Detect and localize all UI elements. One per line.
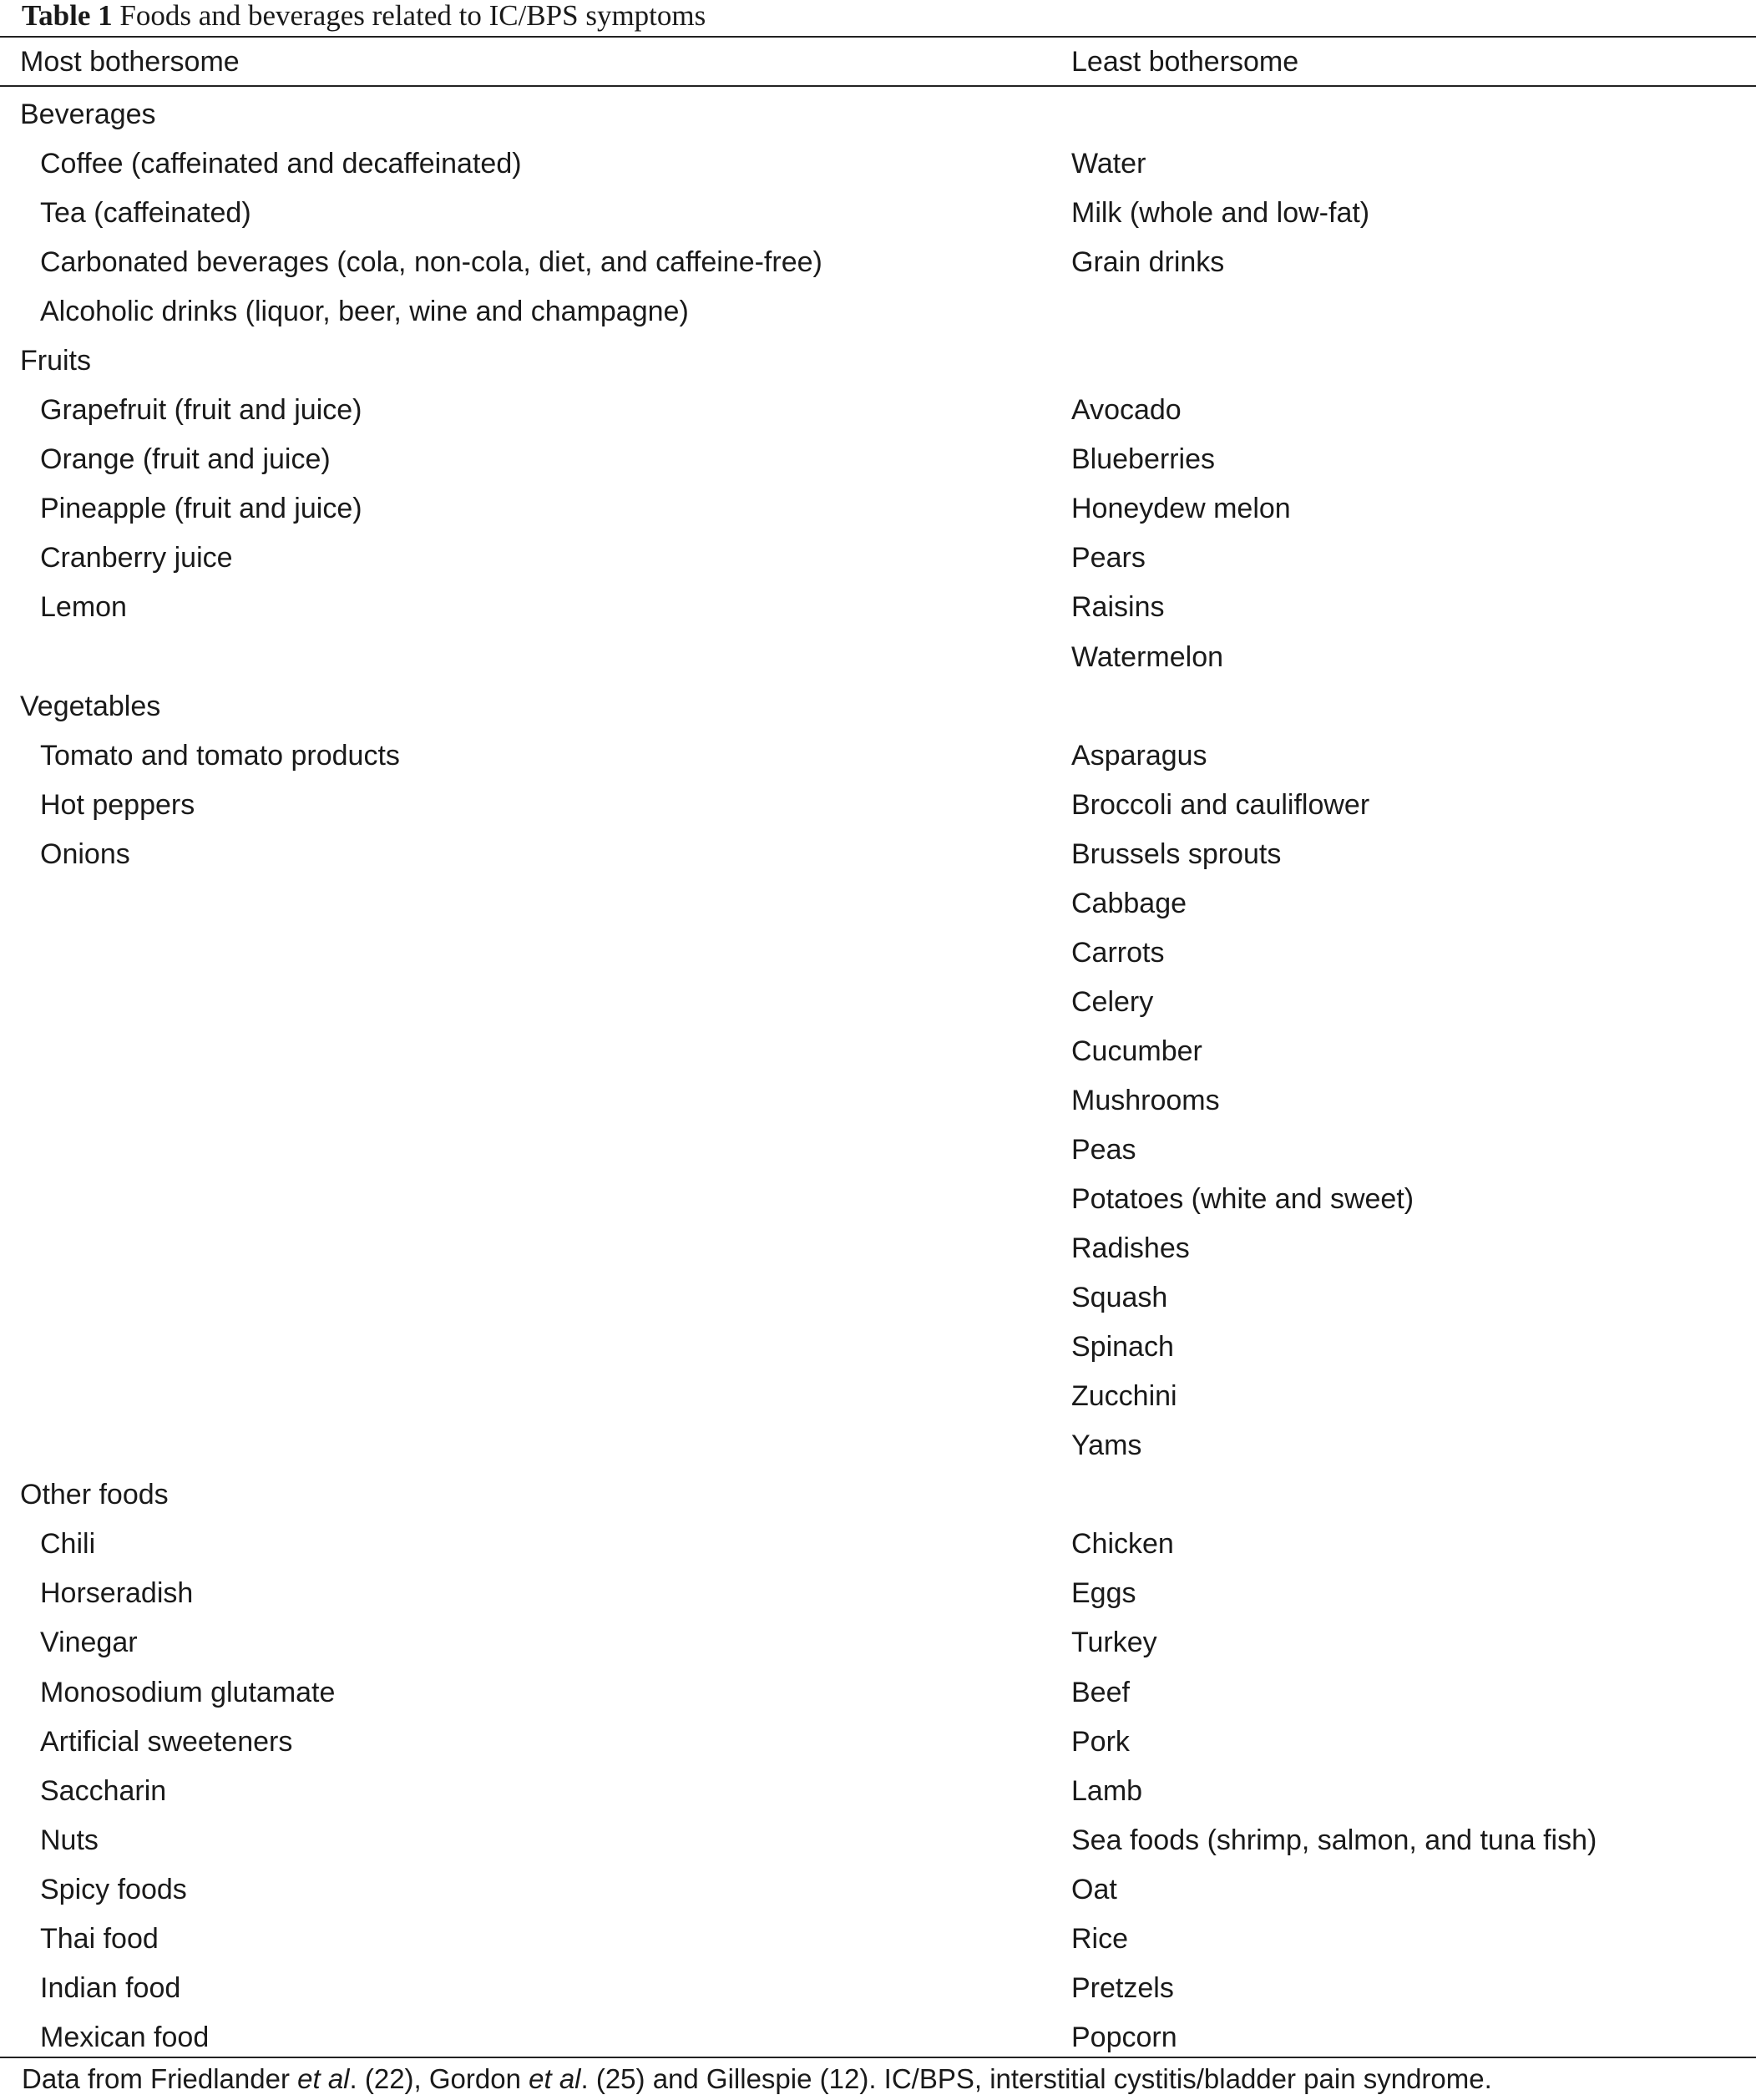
least-bothersome-cell: Popcorn	[1071, 2021, 1177, 2053]
least-bothersome-cell: Water	[1071, 148, 1146, 180]
most-bothersome-cell: Chili	[40, 1528, 96, 1561]
least-bothersome-cell: Blueberries	[1071, 443, 1215, 476]
table-row	[0, 1865, 1756, 1915]
most-bothersome-cell: Onions	[40, 837, 130, 870]
table-row	[0, 1816, 1756, 1865]
least-bothersome-cell: Grain drinks	[1071, 246, 1225, 279]
least-bothersome-cell: Sea foods (shrimp, salmon, and tuna fish)	[1071, 1824, 1597, 1856]
column-header-most-bothersome: Most bothersome	[20, 46, 240, 78]
most-bothersome-cell: Tomato and tomato products	[40, 739, 400, 772]
table-row	[0, 534, 1756, 583]
table-row	[0, 1273, 1756, 1323]
section-heading: Beverages	[20, 99, 156, 130]
table-section-row	[0, 1470, 1756, 1520]
table-caption	[22, 0, 706, 35]
table-row	[0, 781, 1756, 830]
table-row	[0, 1915, 1756, 1964]
least-bothersome-cell: Radishes	[1071, 1232, 1190, 1265]
most-bothersome-cell: Artificial sweeteners	[40, 1725, 293, 1758]
least-bothersome-cell: Lamb	[1071, 1774, 1143, 1807]
most-bothersome-cell: Mexican food	[40, 2021, 210, 2053]
least-bothersome-cell: Avocado	[1071, 394, 1182, 427]
footnote-text-3: . (25) and Gillespie (12). IC/BPS, interstitial cystitis/bladder pain syndrome.	[580, 2063, 1492, 2094]
footnote-et-al-2: et al	[529, 2063, 581, 2094]
least-bothersome-cell: Yams	[1071, 1430, 1142, 1462]
least-bothersome-cell: Carrots	[1071, 936, 1165, 969]
table-body	[0, 90, 1756, 2062]
table-row	[0, 435, 1756, 484]
least-bothersome-cell: Potatoes (white and sweet)	[1071, 1183, 1414, 1216]
least-bothersome-cell: Peas	[1071, 1133, 1136, 1166]
least-bothersome-cell: Asparagus	[1071, 739, 1207, 772]
least-bothersome-cell: Oat	[1071, 1873, 1117, 1905]
least-bothersome-cell: Rice	[1071, 1922, 1129, 1955]
most-bothersome-cell: Grapefruit (fruit and juice)	[40, 394, 362, 427]
table-row	[0, 1224, 1756, 1273]
table-row	[0, 1126, 1756, 1175]
table-row	[0, 978, 1756, 1027]
most-bothersome-cell: Spicy foods	[40, 1873, 187, 1905]
least-bothersome-cell: Pretzels	[1071, 1971, 1174, 2004]
table-row	[0, 189, 1756, 238]
least-bothersome-cell: Broccoli and cauliflower	[1071, 788, 1370, 821]
least-bothersome-cell: Celery	[1071, 985, 1154, 1018]
table-caption-label: Table 1	[22, 0, 113, 32]
column-header-least-bothersome: Least bothersome	[1071, 46, 1299, 78]
table-caption-text: Foods and beverages related to IC/BPS symptoms	[119, 0, 706, 32]
least-bothersome-cell: Spinach	[1071, 1331, 1174, 1364]
most-bothersome-cell: Tea (caffeinated)	[40, 197, 251, 230]
table-header-rule	[0, 85, 1756, 87]
least-bothersome-cell: Watermelon	[1071, 640, 1224, 673]
most-bothersome-cell: Alcoholic drinks (liquor, beer, wine and champagne)	[40, 296, 689, 328]
table-row	[0, 1027, 1756, 1076]
table-row	[0, 633, 1756, 682]
most-bothersome-cell: Cranberry juice	[40, 542, 233, 574]
table-row	[0, 1520, 1756, 1569]
least-bothersome-cell: Squash	[1071, 1282, 1168, 1314]
most-bothersome-cell: Nuts	[40, 1824, 99, 1856]
table-row	[0, 1668, 1756, 1718]
footnote-text-1: Data from Friedlander	[22, 2063, 298, 2094]
most-bothersome-cell: Horseradish	[40, 1577, 194, 1610]
table-row	[0, 484, 1756, 534]
table-row	[0, 1569, 1756, 1618]
table-section-row	[0, 682, 1756, 731]
table-row	[0, 287, 1756, 337]
least-bothersome-cell: Turkey	[1071, 1627, 1157, 1659]
most-bothersome-cell: Orange (fruit and juice)	[40, 443, 331, 476]
least-bothersome-cell: Pork	[1071, 1725, 1130, 1758]
least-bothersome-cell: Chicken	[1071, 1528, 1174, 1561]
table-row	[0, 1618, 1756, 1667]
table-top-rule	[0, 36, 1756, 38]
least-bothersome-cell: Pears	[1071, 542, 1146, 574]
table-row	[0, 1964, 1756, 2013]
most-bothersome-cell: Hot peppers	[40, 788, 195, 821]
table-row	[0, 879, 1756, 929]
table-section-row	[0, 337, 1756, 386]
table-row	[0, 1421, 1756, 1470]
table-row	[0, 2013, 1756, 2062]
table-row	[0, 139, 1756, 189]
least-bothersome-cell: Eggs	[1071, 1577, 1136, 1610]
table-row	[0, 1718, 1756, 1767]
most-bothersome-cell: Vinegar	[40, 1627, 138, 1659]
table-row	[0, 731, 1756, 781]
table-row	[0, 830, 1756, 879]
table-row	[0, 929, 1756, 978]
table-row	[0, 1767, 1756, 1816]
least-bothersome-cell: Beef	[1071, 1676, 1130, 1708]
most-bothersome-cell: Coffee (caffeinated and decaffeinated)	[40, 148, 522, 180]
table-bottom-rule	[0, 2057, 1756, 2058]
table-row	[0, 1076, 1756, 1126]
most-bothersome-cell: Carbonated beverages (cola, non-cola, diet, and caffeine-free)	[40, 246, 822, 279]
least-bothersome-cell: Cucumber	[1071, 1035, 1202, 1067]
most-bothersome-cell: Thai food	[40, 1922, 159, 1955]
section-heading: Vegetables	[20, 690, 161, 722]
table-row	[0, 1372, 1756, 1421]
least-bothersome-cell: Mushrooms	[1071, 1084, 1220, 1116]
table-row	[0, 238, 1756, 287]
most-bothersome-cell: Indian food	[40, 1971, 181, 2004]
table-footnote	[22, 2061, 1492, 2097]
table-row	[0, 1323, 1756, 1372]
table-section-row	[0, 90, 1756, 139]
most-bothersome-cell: Lemon	[40, 591, 127, 624]
most-bothersome-cell: Saccharin	[40, 1774, 167, 1807]
table-row	[0, 583, 1756, 632]
footnote-text-2: . (22), Gordon	[349, 2063, 529, 2094]
least-bothersome-cell: Cabbage	[1071, 887, 1187, 919]
least-bothersome-cell: Honeydew melon	[1071, 493, 1291, 525]
section-heading: Other foods	[20, 1479, 169, 1511]
least-bothersome-cell: Brussels sprouts	[1071, 837, 1282, 870]
most-bothersome-cell: Monosodium glutamate	[40, 1676, 336, 1708]
least-bothersome-cell: Zucchini	[1071, 1380, 1177, 1413]
most-bothersome-cell: Pineapple (fruit and juice)	[40, 493, 362, 525]
table-row	[0, 386, 1756, 435]
table-row	[0, 1175, 1756, 1224]
least-bothersome-cell: Milk (whole and low-fat)	[1071, 197, 1370, 230]
least-bothersome-cell: Raisins	[1071, 591, 1165, 624]
footnote-et-al-1: et al	[297, 2063, 350, 2094]
section-heading: Fruits	[20, 345, 91, 377]
